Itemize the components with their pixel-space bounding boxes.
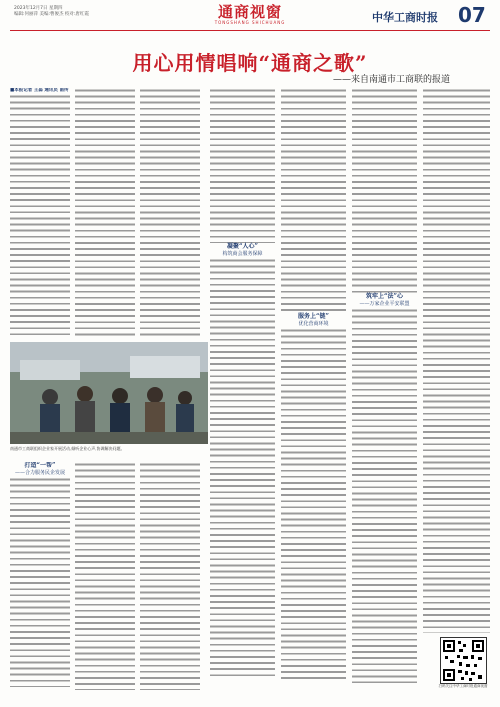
body-text-block [423,88,490,633]
body-text-block [281,328,346,683]
text-column-5 [281,88,346,688]
body-text-block [352,308,417,683]
article-headline: 用心用情唱响“通商之歌” [132,51,368,75]
subheading-1b: 构筑商会服务保障 [222,251,263,257]
article-subhead: ——来自南通市工商联的报道 [332,75,450,85]
newspaper-name: 中华工商时报 [372,11,438,24]
text-column-3 [140,88,200,338]
issue-date: 2023年12月7日 星期四 [14,6,63,11]
subheading-3b: 优化营商环境 [298,321,329,327]
text-column-1b [10,462,70,690]
qr-caption: 扫码关注中华工商时报通商视窗 [438,684,488,688]
qr-code-icon [441,638,486,683]
body-text-block [140,462,200,690]
body-text-block [352,88,417,293]
text-column-3b [140,462,200,690]
photo-illustration [10,342,208,444]
text-column-2 [75,88,135,338]
logo-subtitle: TONGSHANG SHICHUANG [214,20,286,25]
issue-meta [14,6,89,18]
text-column-1 [10,88,70,338]
text-column-2b [75,462,135,690]
subheading-2b: ——合力服务民企发展 [14,470,65,476]
body-text-block [210,258,275,678]
text-column-6 [352,88,417,688]
body-text-block [10,477,70,687]
text-column-4 [210,88,275,688]
article-photo [10,342,208,444]
text-column-7 [423,88,490,633]
photo-caption: 南通市工商联组织企业家开展活动,倾听企业心声,协调解决问题。 [10,446,125,451]
page-number: 07 [458,3,486,27]
body-text-block [281,88,346,313]
header-rule [10,30,490,31]
subheading-3: 服务上“链” [298,313,329,320]
subheading-4b: ——万家企业平安联盟 [359,301,410,307]
byline: ■本报记者 王淼 通讯员 南传 [10,88,69,93]
body-text-block [210,88,275,243]
section-logo [214,5,286,27]
editor-credits: 编辑:何丽萍 美编:曹俊杰 校对:唐红霞 [14,12,89,17]
body-text-block [10,94,70,338]
subheading-1: 凝聚“人心” [227,243,258,250]
body-text-block [75,462,135,690]
body-text-block [75,88,135,338]
subheading-4: 筑牢上“法”心 [366,293,403,300]
logo-title: 通商视窗 [217,3,282,21]
body-text-block [140,88,200,338]
subheading-2: 打造“一帮” [24,462,56,469]
qr-code[interactable] [440,637,487,684]
